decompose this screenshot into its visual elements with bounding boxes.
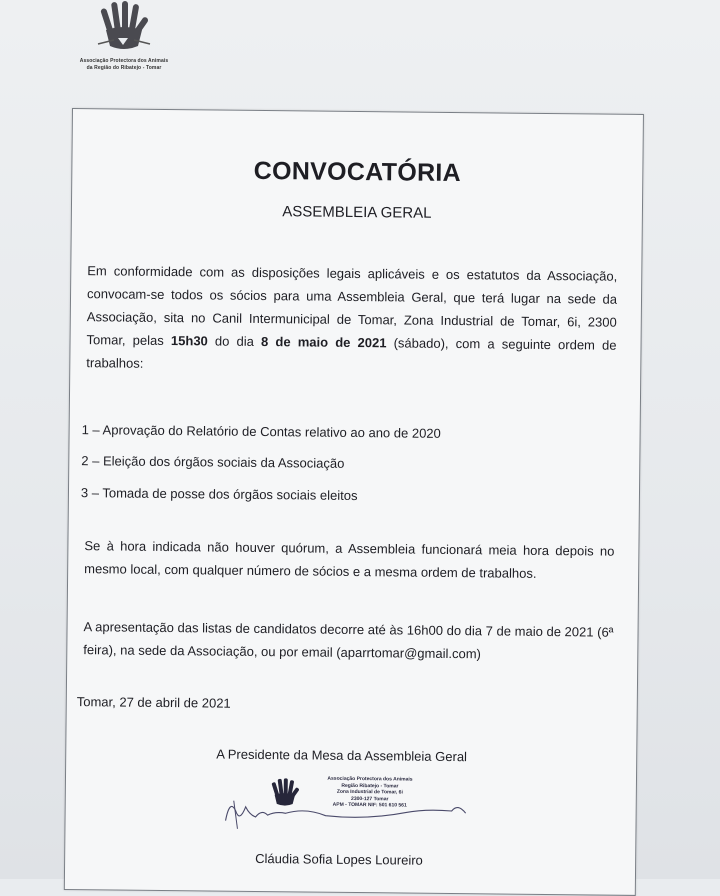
- signer-name: Cláudia Sofia Lopes Loureiro: [255, 850, 423, 868]
- document-subtitle: ASSEMBLEIA GERAL: [282, 203, 432, 222]
- stamp-hand-icon: [268, 777, 302, 811]
- document-title: CONVOCATÓRIA: [253, 156, 462, 188]
- candidate-lists-paragraph: A apresentação das listas de candidatos decorre até às 16h00 do dia 7 de maio de 2021 (6ª feira), na sede da Associação, ou por email (aparrtomar@gmail.com): [83, 619, 614, 662]
- stamp-line: Região Ribatejo - Tomar: [341, 782, 399, 789]
- association-logo: [74, 0, 174, 84]
- stamp-line: Zona Industrial de Tomar, 6i: [336, 788, 403, 796]
- stamp-text: [300, 775, 440, 809]
- place-date: Tomar, 27 de abril de 2021: [76, 694, 231, 711]
- intro-text-2: do dia: [207, 333, 262, 349]
- intro-paragraph: [86, 259, 617, 380]
- agenda-item: 2 – Eleição dos órgãos sociais da Associação: [81, 453, 345, 471]
- quorum-paragraph: Se à hora indicada não houver quórum, a Assembleia funcionará meia hora depois no mesmo local, com qualquer número de sócios e a mesma ordem de trabalhos.: [84, 538, 615, 581]
- president-title: A Presidente da Mesa da Assembleia Geral: [216, 746, 468, 765]
- stamp-line: Associação Protectora dos Animais: [327, 775, 413, 783]
- agenda-item: 1 – Aprovação do Relatório de Contas relativo ao ano de 2020: [81, 422, 441, 441]
- meeting-time: 15h30: [170, 333, 208, 349]
- intro-text-3: (sábado), com a seguinte ordem de trabalhos:: [86, 335, 617, 371]
- logo-caption-line1: Associação Protectora dos Animais: [79, 58, 169, 64]
- stamp-line: 2300-127 Tomar: [351, 795, 389, 802]
- hand-dog-logo-icon: [94, 0, 154, 58]
- meeting-date: 8 de maio de 2021: [261, 333, 387, 351]
- association-stamp: [215, 771, 476, 848]
- intro-text-1: Em conformidade com as disposições legais aplicáveis e os estatutos da Associação, convocam-se todos os sócios para uma Assembleia Geral, que terá lugar na sede da Associação, sita no Canil Intermunicipal de Tomar, Zona Industrial de Tomar, 6i, 2300 Tomar, pelas: [86, 263, 618, 349]
- convocation-document: [64, 108, 644, 896]
- stamp-line: APM - TOMAR NIF: 501 610 561: [332, 801, 407, 809]
- agenda-item: 3 – Tomada de posse dos órgãos sociais eleitos: [80, 485, 358, 504]
- logo-caption-line2: da Região do Ribatejo - Tomar: [86, 65, 162, 71]
